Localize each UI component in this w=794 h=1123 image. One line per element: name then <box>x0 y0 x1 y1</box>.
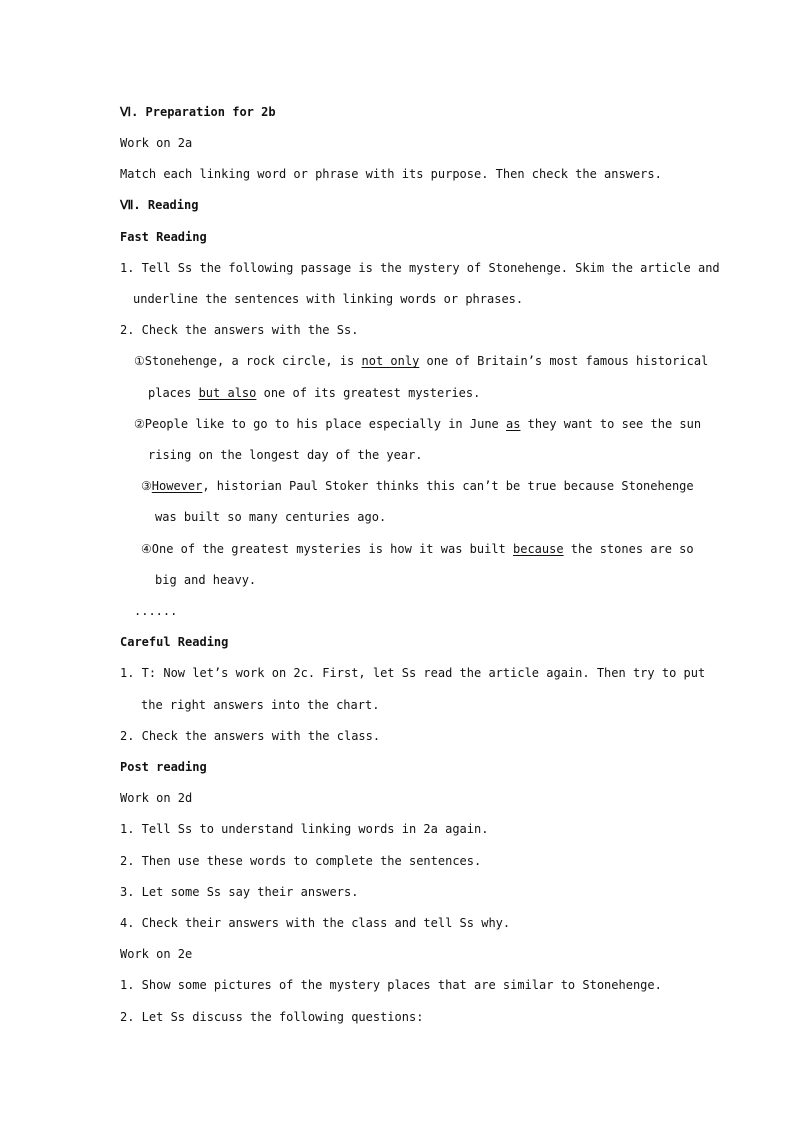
linking-word: not only <box>361 354 420 368</box>
step-2e-1: 1. Show some pictures of the mystery places that are similar to Stonehenge. <box>120 978 662 992</box>
careful-reading-title: Careful Reading <box>120 635 229 649</box>
example-1: ①Stonehenge, a rock circle, is not only one of Britain’s most famous historical <box>134 354 709 368</box>
fast-step-1: 1. Tell Ss the following passage is the mystery of Stonehenge. Skim the article and <box>120 261 720 275</box>
section-7-heading: Ⅶ. Reading <box>120 198 199 212</box>
careful-step-2: 2. Check the answers with the class. <box>120 729 381 743</box>
step-2d-3: 3. Let some Ss say their answers. <box>120 885 359 899</box>
work-on-2a: Work on 2a <box>120 136 193 150</box>
work-on-2e: Work on 2e <box>120 947 193 961</box>
example-3-cont: was built so many centuries ago. <box>155 510 387 524</box>
section-6-heading: Ⅵ. Preparation for 2b <box>120 105 276 119</box>
ellipsis: ...... <box>134 604 178 618</box>
post-reading-title: Post reading <box>120 760 207 774</box>
careful-step-1-cont: the right answers into the chart. <box>141 698 380 712</box>
careful-step-1: 1. T: Now let’s work on 2c. First, let Ss read the article again. Then try to put <box>120 666 706 680</box>
example-2-cont: rising on the longest day of the year. <box>148 448 423 462</box>
step-2e-2: 2. Let Ss discuss the following questions: <box>120 1010 424 1024</box>
step-2d-1: 1. Tell Ss to understand linking words in 2a again. <box>120 822 489 836</box>
example-2: ②People like to go to his place especially in June as they want to see the sun <box>134 417 702 431</box>
example-4-cont: big and heavy. <box>155 573 257 587</box>
linking-word: because <box>513 542 564 556</box>
linking-word: but also <box>198 386 257 400</box>
example-1-cont: places but also one of its greatest mysteries. <box>148 386 481 400</box>
step-2d-2: 2. Then use these words to complete the sentences. <box>120 854 482 868</box>
fast-step-1-cont: underline the sentences with linking words or phrases. <box>133 292 524 306</box>
example-4: ④One of the greatest mysteries is how it was built because the stones are so <box>141 542 694 556</box>
instruction-2a: Match each linking word or phrase with its purpose. Then check the answers. <box>120 167 662 181</box>
work-on-2d: Work on 2d <box>120 791 193 805</box>
fast-step-2: 2. Check the answers with the Ss. <box>120 323 359 337</box>
fast-reading-title: Fast Reading <box>120 230 207 244</box>
linking-word: as <box>506 417 521 431</box>
example-3: ③However, historian Paul Stoker thinks this can’t be true because Stonehenge <box>141 479 694 493</box>
step-2d-4: 4. Check their answers with the class and tell Ss why. <box>120 916 511 930</box>
linking-word: However <box>151 479 203 493</box>
